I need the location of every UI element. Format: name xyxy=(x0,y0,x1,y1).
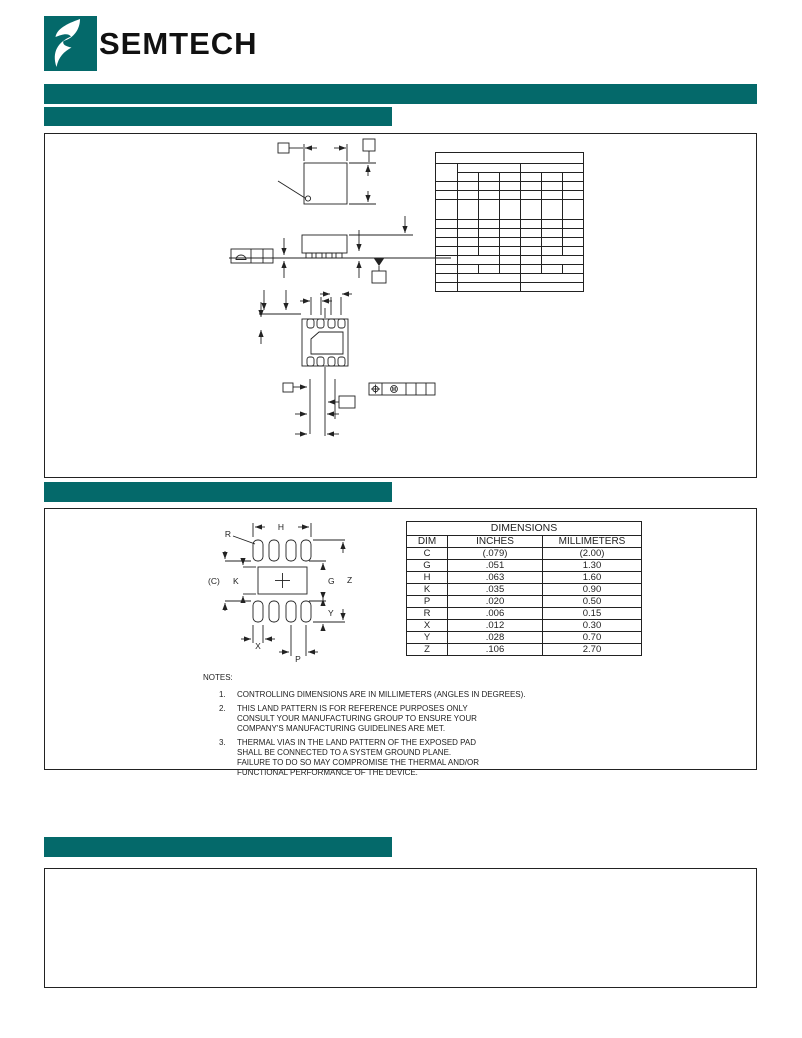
dimensions-table xyxy=(406,521,642,656)
seating-plane-icon xyxy=(236,255,246,260)
seating-plane-frame xyxy=(231,249,273,263)
section-title-bar-footer xyxy=(44,837,392,857)
top-view xyxy=(278,139,376,204)
table-row: C (.079) (2.00) xyxy=(407,548,642,560)
notes-heading: NOTES: xyxy=(203,673,233,682)
position-tolerance-frame xyxy=(369,383,435,395)
label-g: G xyxy=(328,576,335,586)
label-h: H xyxy=(277,522,285,532)
table-row: Z .106 2.70 xyxy=(407,644,642,656)
label-r: R xyxy=(224,529,232,539)
label-x: X xyxy=(255,641,261,651)
land-pattern-drawing xyxy=(195,513,415,671)
notes-section xyxy=(203,673,583,782)
package-outline-drawing xyxy=(45,134,756,476)
position-symbol-icon xyxy=(371,385,380,394)
table-row: R .006 0.15 xyxy=(407,608,642,620)
bottom-view xyxy=(259,290,355,436)
header-rule-bar xyxy=(44,84,757,104)
label-k: K xyxy=(233,576,239,586)
table-row: H .063 1.60 xyxy=(407,572,642,584)
svg-text:M: M xyxy=(391,387,397,394)
label-y: Y xyxy=(328,608,334,618)
exposed-pad-outline xyxy=(311,332,343,354)
table-header-row: DIM INCHES MILLIMETERS xyxy=(407,536,642,548)
land-pattern-box xyxy=(44,508,757,777)
table-row: X .012 0.30 xyxy=(407,620,642,632)
table-row: G .051 1.30 xyxy=(407,560,642,572)
side-view xyxy=(229,216,451,283)
label-z: Z xyxy=(347,575,353,585)
label-p: P xyxy=(295,654,301,664)
semtech-logo-icon xyxy=(44,16,97,71)
section-title-bar-land-pattern xyxy=(44,482,392,502)
table-row: Y .028 0.70 xyxy=(407,632,642,644)
note-1: 1. CONTROLLING DIMENSIONS ARE IN MILLIMETERS (ANGLES IN DEGREES). xyxy=(219,690,526,699)
footer-box xyxy=(44,868,757,988)
datum-symbol xyxy=(372,259,386,284)
table-row: K .035 0.90 xyxy=(407,584,642,596)
table-title-row: DIMENSIONS xyxy=(407,522,642,536)
note-2: 2. THIS LAND PATTERN IS FOR REFERENCE PURPOSES ONLY CONSULT YOUR MANUFACTURING GROUP TO ENSURE YOUR COMPANY'S MANUFACTURING GUIDELINES ARE MET. xyxy=(219,704,477,733)
table-row: P .020 0.50 xyxy=(407,596,642,608)
outline-dimension-grid xyxy=(435,152,584,292)
brand-wordmark: SEMTECH xyxy=(99,26,258,61)
package-outline-box xyxy=(44,133,757,478)
section-title-bar-outline xyxy=(44,107,392,126)
label-c: (C) xyxy=(208,576,220,586)
material-condition-icon xyxy=(391,386,398,394)
note-3: 3. THERMAL VIAS IN THE LAND PATTERN OF THE EXPOSED PAD SHALL BE CONNECTED TO A SYSTEM GROUND PLANE. FAILURE TO DO SO MAY COMPROMISE THE THERMAL AND/OR FUNCTIONAL PERFORMANCE OF THE DEVICE. xyxy=(219,738,479,777)
